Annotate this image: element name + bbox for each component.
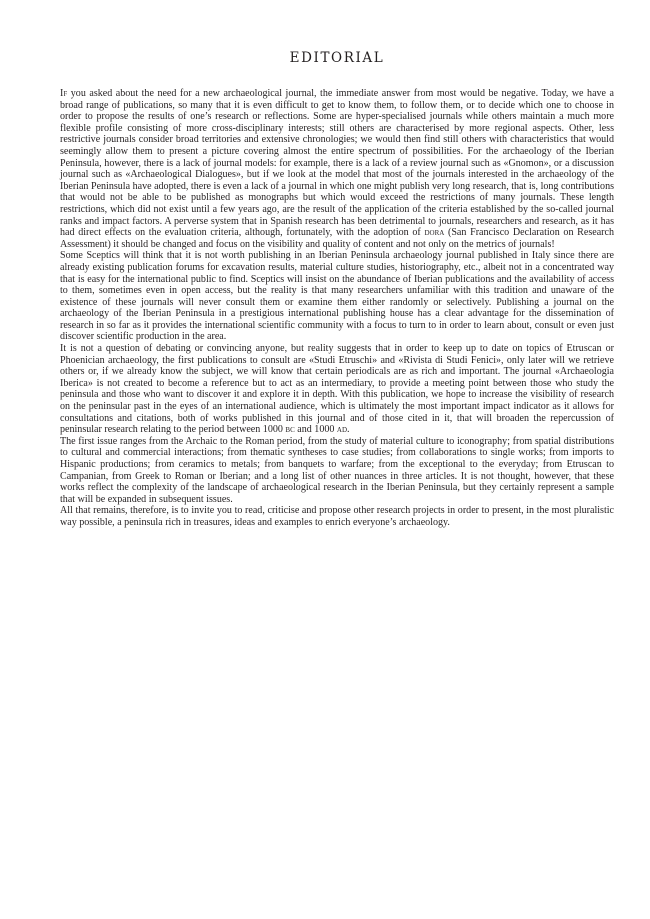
drop-lead-word: If xyxy=(60,88,68,99)
paragraph-1 xyxy=(60,88,614,250)
paragraph-4: The first issue ranges from the Archaic to the Roman period, from the study of material culture to iconography; from spatial distributions to cultural and commercial interactions; from thematic syntheses to case studies; from collaborations to single works; from imports to Hispanic productions; from ceramics to metals; from banquets to warfare; from the exceptional to the everyday; from Etruscan to Campanian, from Greek to Roman or Iberian; and a long list of other nuances in three articles. It is not thought, however, that these works reflect the complexity of the landscape of archaeological research in the Iberian Peninsula, but they certainly represent a sample that will be expanded in subsequent issues. xyxy=(60,435,614,505)
bc-abbrev: bc xyxy=(285,424,295,436)
paragraph-5: All that remains, therefore, is to invite you to read, criticise and propose other research projects in order to present, in the most pluralistic way possible, a peninsula rich in treasures, ideas and examples to enrich everyone’s archaeology. xyxy=(60,505,614,528)
paragraph-3-text-mid: and 1000 xyxy=(294,424,337,436)
editorial-page xyxy=(60,50,614,529)
paragraph-1-text-b: (San Francisco Declaration on Research Assessment) it should be changed and focus on the visibility and quality of content and not only on the metrics of journals! xyxy=(60,227,614,250)
paragraph-3 xyxy=(60,343,614,436)
paragraph-3-text-a: It is not a question of debating or convincing anyone, but reality suggests that in order to keep up to date on topics of Etruscan or Phoenician archaeology, the first publications to consult are «Studi Etruschi» and «Rivista di Studi Fenici», only later will we retrieve others or, if we already know the subject, we will know that certain periodicals are as rich and important. The journal «Archaeologia Iberica» is not created to become a reference but to act as an intermediary, to provide a meeting point between those who study the peninsula and those who want to discover it and explore it in depth. With this publication, we hope to increase the visibility of research on the peninsular past in the eyes of an international audience, which is ultimately the most important impact indicator as it allows for consultations and citations, both of works published in this journal and of those cited in it, that will broaden the repercussion of peninsular research relating to the period between 1000 xyxy=(60,343,614,436)
dora-acronym: dora xyxy=(424,227,445,239)
ad-abbrev: ad xyxy=(336,424,348,436)
page-title: EDITORIAL xyxy=(289,50,385,66)
paragraph-3-text-end: . xyxy=(347,424,350,436)
paragraph-2: Some Sceptics will think that it is not worth publishing in an Iberian Peninsula archaeology journal published in Italy since there are already existing publication forums for excavation results, material culture studies, historiography, etc., albeit not in a concentrated way that is easy for the international public to find. Sceptics will insist on the abundance of Iberian publications and the availability of access to them, sometimes even in open access, but the reality is that many researchers unfamiliar with this tradition and unaware of the existence of these journals will never consult them or examine them either randomly or selectively. Publishing a journal on the archaeology of the Iberian Peninsula in a prestigious international publishing house has a clear advantage for the dissemination of research in so far as it provides the international scientific community with a focus to turn to in order to learn about, consult or even just discover scientific production in the area. xyxy=(60,250,614,343)
paragraph-1-text-a: you asked about the need for a new archaeological journal, the immediate answer from most would be negative. Today, we have a broad range of publications, so many that it is even difficult to get to know them, to follow them, or to decide which one to choose in order to propose the results of one’s research or reflections. Some are hyper-specialised journals while others maintain a much more flexible profile consisting of more cross-disciplinary interests; still others are characterised by more regional aspects. Other, less restrictive journals consider broad territories and extensive chronologies; we would then find still others with characteristics that would seemingly allow them to present a picture covering almost the entire spectrum of possibilities. For the archaeology of the Iberian Peninsula, however, there is a lack of journal models: for example, there is a lack of a review journal such as «Gnomon», or a discussion journal such as «Archaeological Dialogues», but if we look at the model that most of the journals interested in the archaeology of the Iberian Peninsula have adopted, there is even a lack of a journal in which one might publish very long research, that is, long contributions that would not be able to be published as monographs but which would exceed the restrictions of many journals. These length restrictions, which did not exist until a few years ago, are the result of the application of the criteria established by the so-called journal ranks and impact factors. A perverse system that in Spanish research has been detrimental to journals, researchers and research, as it has had direct effects on the evaluation criteria, although, fortunately, with the adoption of xyxy=(60,88,614,239)
